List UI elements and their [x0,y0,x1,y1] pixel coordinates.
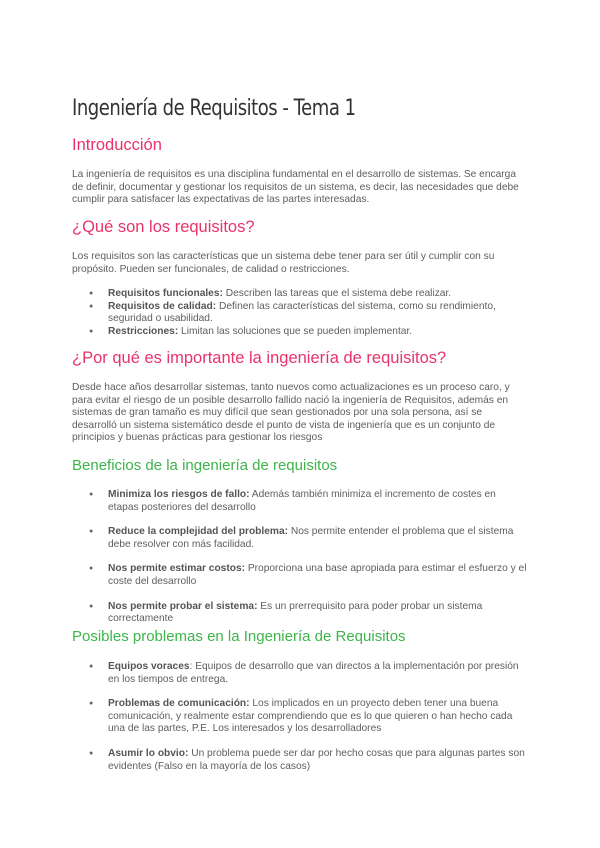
list-benefits [72,489,528,638]
paragraph-introduction: La ingeniería de requisitos es una disciplina fundamental en el desarrollo de sistemas. Se encarga de definir, documentar y gestionar los requisitos de un sistema, es decir, las necesidades que debe cumplir para satisfacer las expectativas de las partes interesadas. [72,169,519,206]
paragraph-what-are-requirements: Los requisitos son las características que un sistema debe tener para ser útil y cumplir con su propósito. Pueden ser funcionales, de calidad o restricciones. [72,251,495,275]
heading-benefits: Beneficios de la ingeniería de requisitos [72,457,338,474]
list-possible-problems [72,661,528,785]
list-item: ● Nos permite estimar costos: Proporciona una base apropiada para estimar el esfuerzo y el coste del desarrollo [72,563,528,588]
list-item: ● Asumir lo obvio: Un problema puede ser dar por hecho cosas que para algunas partes son evidentes (Falso en la mayoría de los casos) [72,748,528,773]
list-item: ● Requisitos funcionales: Describen las tareas que el sistema debe realizar. [72,288,528,301]
heading-why-important: ¿Por qué es importante la ingeniería de requisitos? [72,349,447,367]
document-title: Ingeniería de Requisitos - Tema 1 [72,96,356,121]
paragraph-why-important: Desde hace años desarrollar sistemas, tanto nuevos como actualizaciones es un proceso caro, y para evitar el riesgo de un posible desarrollo fallido nació la ingeniería de Requisitos, además en sistemas de gran tamaño es muy difícil que sean gestionados por una sola persona, así se desarrolló un sistema sistemático desde el punto de vista de ingeniería que es un conjunto de principios y buenas prácticas para gestionar los riesgos [72,382,510,444]
list-item: ● Nos permite probar el sistema: Es un prerrequisito para poder probar un sistema correctamente [72,601,528,626]
list-item: ● Requisitos de calidad: Definen las características del sistema, como su rendimiento, seguridad o usabilidad. [72,301,528,326]
list-item: ● Restricciones: Limitan las soluciones que se pueden implementar. [72,326,528,339]
list-requirement-types [72,288,528,338]
heading-introduction: Introducción [72,136,162,154]
list-item: ● Minimiza los riesgos de fallo: Además también minimiza el incremento de costes en etapas posteriores del desarrollo [72,489,528,514]
list-item: ● Problemas de comunicación: Los implicados en un proyecto deben tener una buena comunicación, y realmente estar comprendiendo que es lo que quieren o han hecho cada una de las partes, P.E. Los interesados y los desarrolladores [72,698,528,736]
list-item: ● Reduce la complejidad del problema: Nos permite entender el problema que el sistema debe resolver con más facilidad. [72,526,528,551]
heading-possible-problems: Posibles problemas en la Ingeniería de Requisitos [72,628,406,645]
list-item: ● Equipos voraces: Equipos de desarrollo que van directos a la implementación por presión en los tiempos de entrega. [72,661,528,686]
heading-what-are-requirements: ¿Qué son los requisitos? [72,218,255,236]
